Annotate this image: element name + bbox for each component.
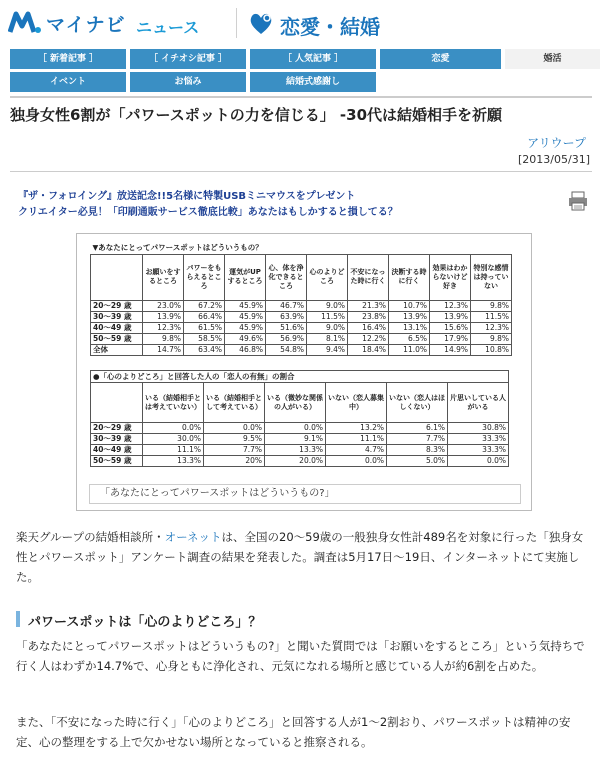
table-cell: 11.5% xyxy=(307,311,348,322)
table-cell: 12.3% xyxy=(471,322,512,333)
table-cell: 7.7% xyxy=(204,445,265,456)
table-cell: 17.9% xyxy=(430,333,471,344)
table-header-cell: 不安になった時に行く xyxy=(348,254,389,300)
table-cell: 9.8% xyxy=(471,333,512,344)
table-cell: 33.3% xyxy=(448,434,509,445)
table-cell: 13.9% xyxy=(430,311,471,322)
site-logo-text[interactable]: マイナビ xyxy=(46,14,126,36)
table-header-cell: いる（結婚相手とは考えていない） xyxy=(143,383,204,423)
site-header xyxy=(0,0,600,44)
table-cell: 54.8% xyxy=(266,344,307,355)
table-cell: 0.0% xyxy=(326,456,387,467)
table-cell: 14.7% xyxy=(143,344,184,355)
paragraph-3: また、「不安になった時に行く」「心のよりどころ」と回答する人が1〜2割おり、パワースポットは精神の安定、心の整理をする上で欠かせない場所となっていると推察される。 xyxy=(16,715,571,749)
row-label: 30〜39 歳 xyxy=(91,434,143,445)
table-cell: 66.4% xyxy=(184,311,225,322)
article-title: 独身女性6割が「パワースポットの力を信じる」 -30代は結婚相手を祈願 xyxy=(10,106,503,124)
table-corner xyxy=(91,254,143,300)
nav-popular-articles[interactable]: ［ 人気記事 ］ xyxy=(250,49,376,69)
table-cell: 46.7% xyxy=(266,300,307,311)
table-cell: 10.7% xyxy=(389,300,430,311)
table-header-cell: いる（結婚相手として考えている） xyxy=(204,383,265,423)
table-cell: 10.8% xyxy=(471,344,512,355)
table-header-cell: 心のよりどころ xyxy=(307,254,348,300)
table-cell: 63.4% xyxy=(184,344,225,355)
table-header-cell: 片思いしている人がいる xyxy=(448,383,509,423)
table-row xyxy=(91,333,512,344)
table-cell: 23.8% xyxy=(348,311,389,322)
table-cell: 6.1% xyxy=(387,423,448,434)
table-cell: 7.7% xyxy=(387,434,448,445)
table-caption: ●「心のよりどころ」と回答した人の「恋人の有無」の割合 xyxy=(91,371,509,383)
nav-featured-articles[interactable]: ［ イチオシ記事 ］ xyxy=(130,49,246,69)
table-cell: 16.4% xyxy=(348,322,389,333)
row-label: 20〜29 歳 xyxy=(91,423,143,434)
print-icon[interactable] xyxy=(567,190,589,212)
table-header-cell: 効果はわからないけど好き xyxy=(430,254,471,300)
table-cell: 45.9% xyxy=(225,311,266,322)
row-label: 50〜59 歳 xyxy=(91,333,143,344)
table-cell: 9.0% xyxy=(307,322,348,333)
table-cell: 9.1% xyxy=(265,434,326,445)
ring-heart-icon xyxy=(247,10,275,36)
table-cell: 30.0% xyxy=(143,434,204,445)
table-cell: 63.9% xyxy=(266,311,307,322)
table-cell: 4.7% xyxy=(326,445,387,456)
table-row xyxy=(91,445,509,456)
table-cell: 13.2% xyxy=(326,423,387,434)
table-row xyxy=(91,322,512,333)
table-row xyxy=(91,423,509,434)
nav-new-articles[interactable]: ［ 新着記事 ］ xyxy=(10,49,126,69)
survey-table-purpose xyxy=(90,242,512,356)
table-cell: 58.5% xyxy=(184,333,225,344)
table-cell: 9.8% xyxy=(143,333,184,344)
table-cell: 23.0% xyxy=(143,300,184,311)
section-heading xyxy=(16,610,592,630)
table-cell: 8.3% xyxy=(387,445,448,456)
table-header-cell: パワーをもらえるところ xyxy=(184,254,225,300)
table-cell: 5.0% xyxy=(387,456,448,467)
table-header-cell: 特別な感情は持っていない xyxy=(471,254,512,300)
table-corner xyxy=(91,383,143,423)
table-header-cell: いない（恋人はほしくない） xyxy=(387,383,448,423)
promo-link-2[interactable]: クリエイター必見！「印刷通販サービス徹底比較」あなたはもしかすると損してる？ xyxy=(18,207,398,218)
row-label: 20〜29 歳 xyxy=(91,300,143,311)
row-label: 40〜49 歳 xyxy=(91,322,143,333)
table-cell: 9.0% xyxy=(307,300,348,311)
table-cell: 33.3% xyxy=(448,445,509,456)
survey-table-relationship xyxy=(90,370,509,467)
figure-caption: 「あなたにとってパワースポットはどういうもの?」 xyxy=(89,484,521,504)
table-cell: 13.9% xyxy=(389,311,430,322)
paragraph-intro-text: 楽天グループの結婚相談所・ xyxy=(16,530,165,544)
table-cell: 12.3% xyxy=(430,300,471,311)
table-cell: 67.2% xyxy=(184,300,225,311)
table-cell: 11.1% xyxy=(326,434,387,445)
table-cell: 0.0% xyxy=(143,423,204,434)
table-cell: 9.5% xyxy=(204,434,265,445)
table-cell: 11.5% xyxy=(471,311,512,322)
table-cell: 51.6% xyxy=(266,322,307,333)
table-cell: 0.0% xyxy=(448,456,509,467)
site-logo-sub[interactable]: ニュース xyxy=(136,18,200,37)
header-divider xyxy=(236,8,237,38)
table-row xyxy=(91,344,512,355)
row-label: 全体 xyxy=(91,344,143,355)
table-header-cell: いる（微妙な関係の人がいる） xyxy=(265,383,326,423)
article-date: [2013/05/31] xyxy=(518,153,590,166)
table-cell: 30.8% xyxy=(448,423,509,434)
table-cell: 0.0% xyxy=(265,423,326,434)
table-cell: 11.1% xyxy=(143,445,204,456)
table-cell: 13.3% xyxy=(265,445,326,456)
table-cell: 11.0% xyxy=(389,344,430,355)
table-cell: 12.3% xyxy=(143,322,184,333)
nav-events[interactable]: イベント xyxy=(10,72,126,92)
table-cell: 49.6% xyxy=(225,333,266,344)
table-cell: 12.2% xyxy=(348,333,389,344)
heading-bar xyxy=(16,611,20,627)
table-cell: 45.9% xyxy=(225,322,266,333)
mynavi-logo-icon[interactable] xyxy=(8,8,42,36)
table-header-cell: 決断する時に行く xyxy=(389,254,430,300)
paragraph-intro xyxy=(16,527,592,587)
row-label: 30〜39 歳 xyxy=(91,311,143,322)
table-cell: 61.5% xyxy=(184,322,225,333)
table-cell: 21.3% xyxy=(348,300,389,311)
table-cell: 15.6% xyxy=(430,322,471,333)
table-caption: ▼あなたにとってパワースポットはどういうもの？ xyxy=(92,242,263,252)
table-row xyxy=(91,456,509,467)
paragraph-intro-text-2: は、全国の20〜59歳の一般独身女性計489名を対象に行った「独身女性とパワースポット」アンケート調査の結果を発表した。調査は5月17日〜19日、インターネットにて実施した。 xyxy=(16,530,584,584)
table-cell: 9.8% xyxy=(471,300,512,311)
row-label: 50〜59 歳 xyxy=(91,456,143,467)
paragraph-2: 「あなたにとってパワースポットはどういうもの?」と聞いた質問では「お願いをするところ」という気持ちで行く人はわずか14.7%で、心身ともに浄化され、元気になれる場所と感じている人が約6割を占めた。 xyxy=(16,639,585,673)
table-header-cell: 心、体を浄化できるところ xyxy=(266,254,307,300)
table-cell: 0.0% xyxy=(204,423,265,434)
table-cell: 13.9% xyxy=(143,311,184,322)
table-header-cell: 運気がUPするところ xyxy=(225,254,266,300)
table-row xyxy=(91,311,512,322)
table-cell: 13.1% xyxy=(389,322,430,333)
table-cell: 56.9% xyxy=(266,333,307,344)
onet-link[interactable]: オーネット xyxy=(164,530,222,544)
section-heading-text: パワースポットは「心のよりどころ」？ xyxy=(28,615,262,630)
row-label: 40〜49 歳 xyxy=(91,445,143,456)
table-header-cell: いない（恋人募集中） xyxy=(326,383,387,423)
table-row xyxy=(91,300,512,311)
table-cell: 45.9% xyxy=(225,300,266,311)
table-cell: 9.4% xyxy=(307,344,348,355)
table-cell: 46.8% xyxy=(225,344,266,355)
table-cell: 18.4% xyxy=(348,344,389,355)
table-row xyxy=(91,434,509,445)
article-author[interactable]: アリウープ xyxy=(527,136,586,150)
table-cell: 6.5% xyxy=(389,333,430,344)
promo-link-1[interactable]: 『ザ・フォロイング』放送記念!!5名様に特製USBミニマウスをプレゼント xyxy=(18,191,356,202)
nav-wedding[interactable]: 結婚式感謝し xyxy=(250,72,376,92)
nav-konkatsu[interactable]: 婚活 xyxy=(505,49,600,69)
table-header-cell: お願いをするところ xyxy=(143,254,184,300)
nav-love[interactable]: 恋愛 xyxy=(380,49,501,69)
category-title[interactable]: 恋愛・結婚 xyxy=(280,15,380,39)
nav-worries[interactable]: お悩み xyxy=(130,72,246,92)
table-cell: 8.1% xyxy=(307,333,348,344)
table-cell: 20.0% xyxy=(265,456,326,467)
table-cell: 14.9% xyxy=(430,344,471,355)
table-cell: 20% xyxy=(204,456,265,467)
table-cell: 13.3% xyxy=(143,456,204,467)
